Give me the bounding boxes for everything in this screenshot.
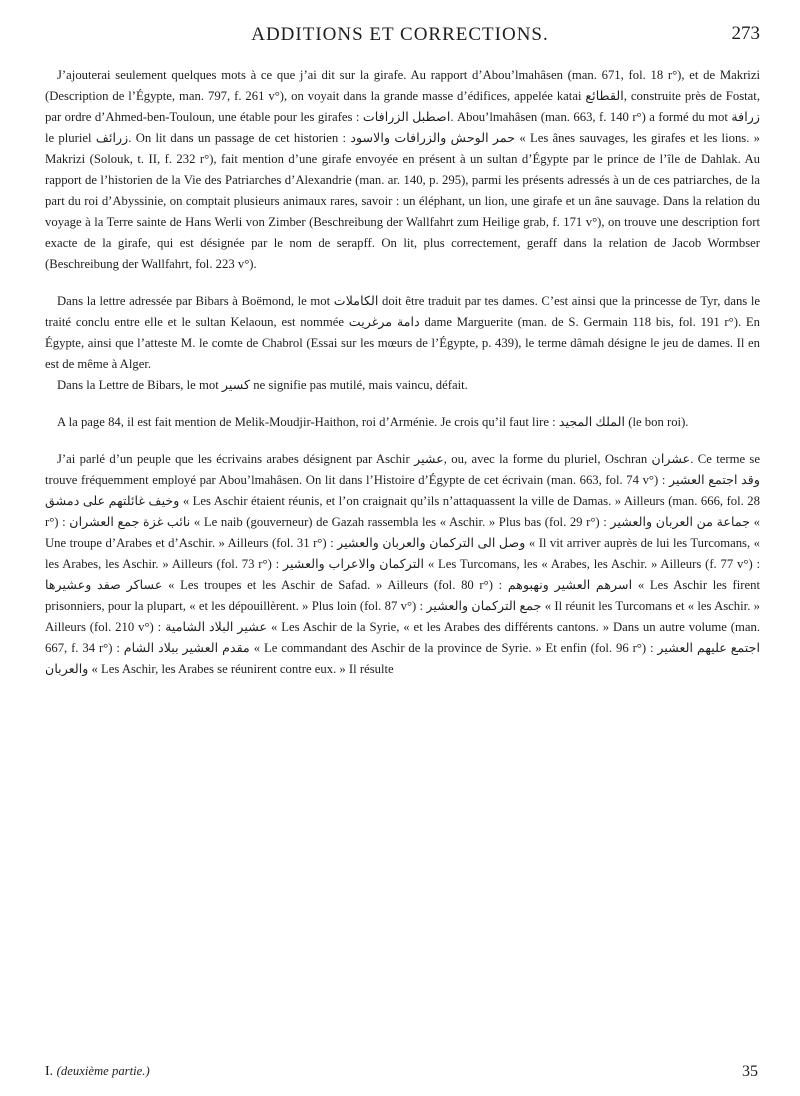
paragraph-dames: Dans la lettre adressée par Bibars à Boëmond, le mot الكاملات doit être traduit par tes dames. C’est ainsi que la princesse de Tyr, dans le traité conclu entre elle et le sultan Kelaoun, est nommée دامة مرغريت dame Marguerite (man. de S. Germain 118 bis, fol. 191 r°). En Égypte, ainsi que l’atteste M. le comte de Chabrol (Essai sur les mœurs de l’Égypte, p. 439), le terme dâmah désigne le jeu de dames. Il en est de même à Alger. [45,294,761,371]
running-header-title: ADDITIONS ET CORRECTIONS. [251,24,549,45]
paragraph-haithon: A la page 84, il est fait mention de Melik-Moudjir-Haithon, roi d’Arménie. Je crois qu’il faut lire : الملك المجيد (le bon roi). [57,415,689,429]
signature-mark: 35 [742,1063,758,1080]
volume-part: (deuxième partie.) [56,1064,150,1078]
page-number: 273 [731,23,760,44]
body-text [45,65,760,680]
paragraph-girafe: J’ajouterai seulement quelques mots à ce que j’ai dit sur la girafe. Au rapport d’Abou’lmahâsen (man. 671, fol. 18 r°), et de Makrizi (Description de l’Égypte, man. 797, f. 261 v°), on voyait dans la grande masse d’édifices, appelée katai القطائع, construite près de Fostat, par ordre d’Ahmed-ben-Touloun, une étable pour les girafes : اصطبل الزرافات. Abou’lmahâsen (man. 663, f. 140 r°) a formé du mot زرافة le pluriel زرائف. On lit dans un passage de cet historien : حمر الوحش والزرافات والاسود « Les ânes sauvages, les girafes et les lions. » Makrizi (Solouk, t. II, f. 232 r°), fait mention d’une girafe envoyée en présent à un sultan d’Égypte par le prince de l’île de Dahlak. Au rapport de l’historien de la Vie des Patriarches d’Alexandrie (man. ar. 140, p. 295), parmi les présents adressés à un de ces patriarches, de la part du roi d’Abyssinie, on comptait plusieurs animaux rares, savoir : un éléphant, un lion, une girafe et un âne sauvage. Dans la relation du voyage à la Terre sainte de Hans Werli von Zimber (Beschreibung der Wallfahrt zum Heilige grab, f. 171 v°), on trouve une description fort exacte de la girafe, qui est désignée par le nom de serapff. On lit, plus correctement, geraff dans la relation de Jacob Wormbser (Beschreibung der Wallfahrt, fol. 223 v°). [45,68,761,271]
footer-volume-note [45,1064,150,1080]
paragraph-aschir: J’ai parlé d’un peuple que les écrivains arabes désignent par Aschir عشير, ou, avec la forme du pluriel, Oschran عشران. Ce terme se trouve fréquemment employé par Abou’lmahâsen. On lit dans l’Histoire d’Égypte de cet écrivain (man. 663, fol. 74 v°) : وقد اجتمع العشير وخيف غائلتهم على دمشق « Les Aschir étaient réunis, et l’on craignait qu’ils n’attaquassent la ville de Damas. » Ailleurs (man. 666, fol. 28 r°) : نائب غزة جمع العشران « Le naib (gouverneur) de Gazah rassembla les « Aschir. » Plus bas (fol. 29 r°) : جماعة من العربان والعشير « Une troupe d’Arabes et d’Aschir. » Ailleurs (fol. 31 r°) : وصل الى التركمان والعربان والعشير « Il vit arriver auprès de lui les Turcomans, « les Arabes, les Aschir. » Ailleurs (fol. 73 r°) : التركمان والاعراب والعشير « Les Turcomans, les « Arabes, les Aschir. » Ailleurs (f. 77 v°) : عساكر صفد وعشيرها « Les troupes et les Aschir de Safad. » Ailleurs (fol. 80 r°) : اسرهم العشير ونهبوهم « Les Aschir les firent prisonniers, pour la plupart, « et les dépouillèrent. » Plus loin (fol. 87 v°) : جمع التركمان والعشير « Il réunit les Turcomans et « les Aschir. » Ailleurs (fol. 210 v°) : عشير البلاد الشامية « Les Aschir de la Syrie, « et les Arabes des différents cantons. » Dans un autre volume (man. 667, f. 34 r°) : مقدم العشير ببلاد الشام « Le commandant des Aschir de la province de Syrie. » Et enfin (fol. 96 r°) : اجتمع عليهم العشير والعربان « Les Aschir, les Arabes se réunirent contre eux. » Il résulte [45,452,761,676]
paragraph-kesir: Dans la Lettre de Bibars, le mot كسير ne signifie pas mutilé, mais vaincu, défait. [57,378,468,392]
volume-number: I. [45,1064,54,1079]
